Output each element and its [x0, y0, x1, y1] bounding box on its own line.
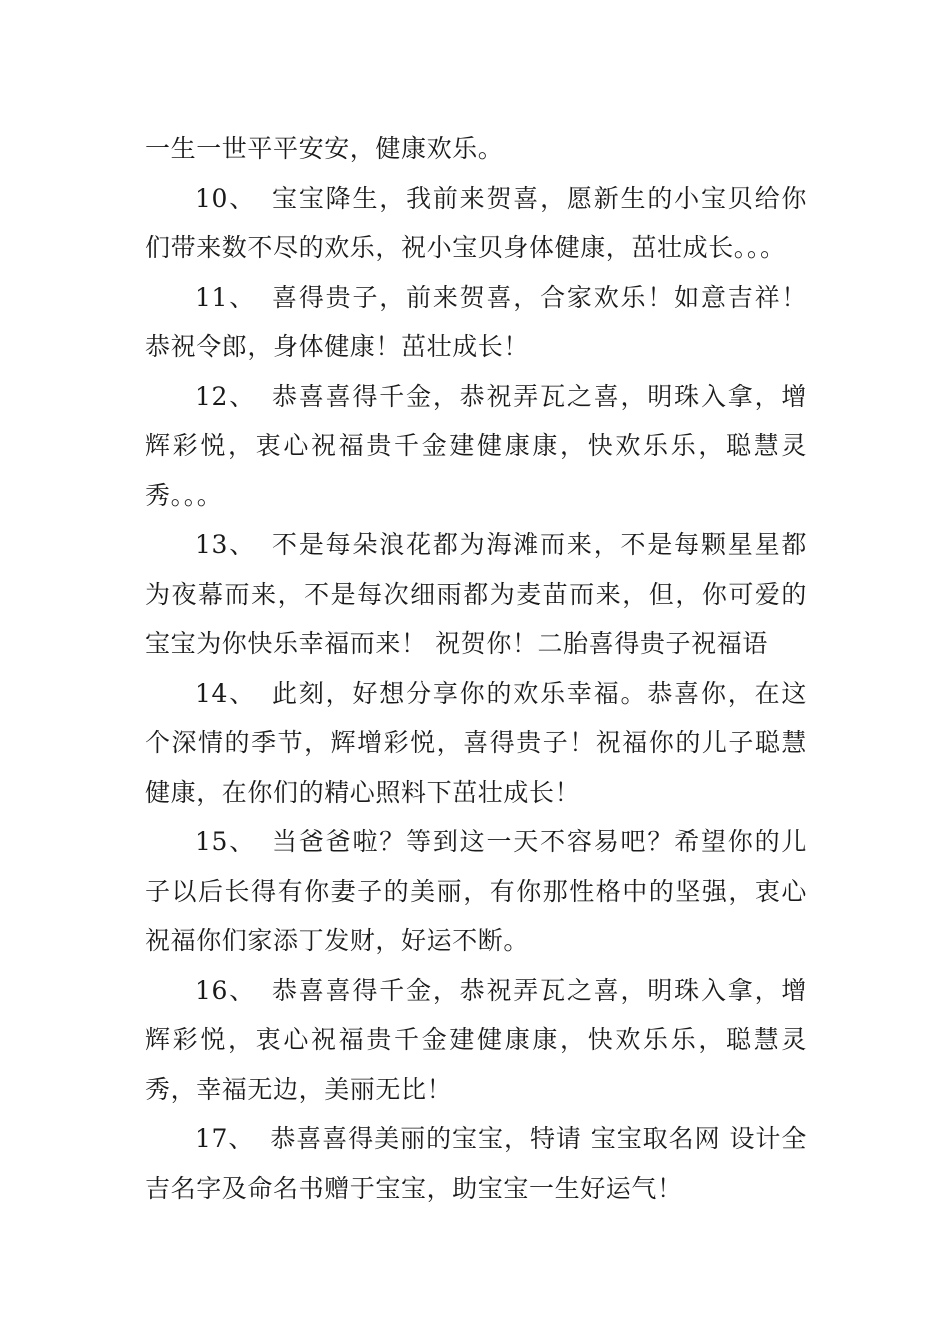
paragraph-text: 恭喜喜得千金，恭祝弄瓦之喜，明珠入拿，增辉彩悦，衷心祝福贵千金建健康康，快欢乐乐，聪慧灵秀，幸福无边，美丽无比！ — [145, 975, 807, 1104]
paragraph-text: 喜得贵子，前来贺喜，合家欢乐！如意吉祥！恭祝令郎，身体健康！茁壮成长！ — [145, 282, 807, 361]
paragraph-14 — [145, 669, 807, 818]
paragraph-number: 13、 — [195, 530, 257, 559]
paragraph-number: 12、 — [195, 381, 257, 411]
paragraph-16 — [145, 966, 807, 1115]
paragraph-15 — [145, 817, 807, 966]
paragraph-text: 此刻，好想分享你的欢乐幸福。恭喜你，在这个深情的季节，辉增彩悦，喜得贵子！祝福你的儿子聪慧健康，在你们的精心照料下茁壮成长！ — [145, 678, 807, 807]
paragraph-11 — [145, 273, 807, 372]
document-body — [145, 124, 807, 1213]
paragraph-number: 10、 — [195, 183, 257, 213]
paragraph-number: 11、 — [195, 282, 257, 312]
paragraph-text: 一生一世平平安安，健康欢乐。 — [145, 134, 504, 163]
paragraph-text: 当爸爸啦？等到这一天不容易吧？希望你的儿子以后长得有你妻子的美丽，有你那性格中的坚强，衷心祝福你们家添丁发财，好运不断。 — [145, 827, 807, 955]
paragraph-text: 宝宝降生，我前来贺喜，愿新生的小宝贝给你们带来数不尽的欢乐，祝小宝贝身体健康，茁壮成长。。。 — [145, 183, 807, 262]
paragraph-text: 不是每朵浪花都为海滩而来，不是每颗星星都为夜幕而来，不是每次细雨都为麦苗而来，但，你可爱的宝宝为你快乐幸福而来！ 祝贺你！二胎喜得贵子祝福语 — [145, 530, 807, 658]
paragraph-12 — [145, 372, 807, 521]
paragraph-17 — [145, 1114, 807, 1213]
paragraph-number: 15、 — [195, 827, 257, 856]
paragraph-number: 17、 — [195, 1124, 255, 1153]
paragraph-intro — [145, 124, 807, 174]
paragraph-text: 恭喜喜得千金，恭祝弄瓦之喜，明珠入拿，增辉彩悦，衷心祝福贵千金建健康康，快欢乐乐，聪慧灵秀。。。 — [145, 381, 807, 510]
paragraph-number: 16、 — [195, 975, 257, 1005]
paragraph-number: 14、 — [195, 678, 257, 708]
paragraph-text: 恭喜喜得美丽的宝宝，特请 宝宝取名网 设计全吉名字及命名书赠于宝宝，助宝宝一生好运气！ — [145, 1124, 807, 1203]
paragraph-10 — [145, 174, 807, 273]
paragraph-13 — [145, 520, 807, 669]
